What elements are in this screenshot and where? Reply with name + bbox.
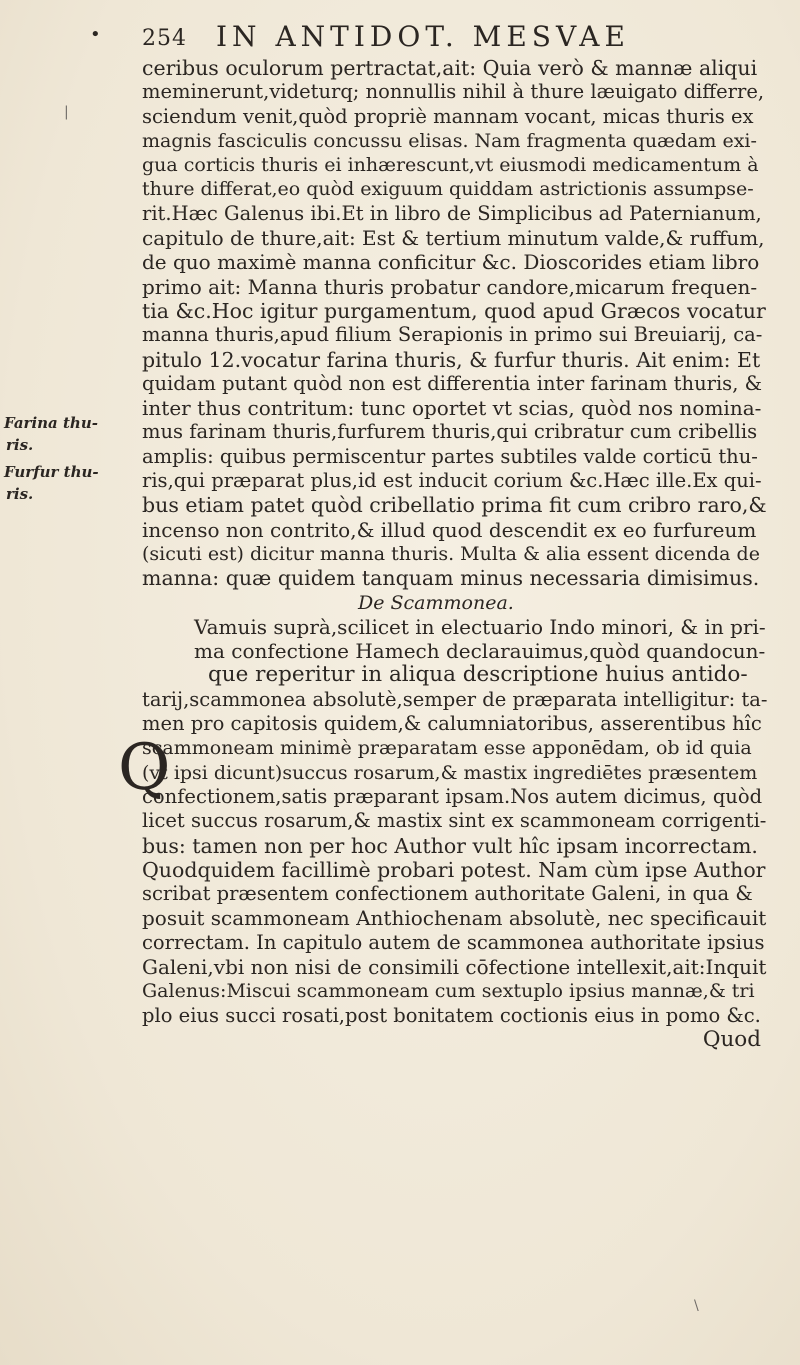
text-line: ris,qui præparat plus,id est inducit corium &c.Hæc ille.Ex qui-: [142, 469, 762, 493]
text-line: capitulo de thure,ait: Est & tertium minutum valde,& ruffum,: [142, 226, 765, 251]
text-line: manna thuris,apud filium Serapionis in primo sui Breuiarij, ca-: [142, 323, 763, 347]
running-title: IN ANTIDOT. MESVAE: [216, 20, 630, 53]
text-line: (vt ipsi dicunt)succus rosarum,& mastix ingrediētes præsentem: [142, 761, 758, 784]
section-title: De Scammonea.: [358, 591, 514, 614]
text-line: que reperitur in aliqua descriptione huius antido-: [208, 663, 748, 688]
text-line: ceribus oculorum pertractat,ait: Quia verò & mannæ aliqui: [142, 56, 758, 80]
text-line: thure differat,eo quòd exiguum quiddam astrictionis assumpse-: [142, 178, 754, 201]
drop-cap-initial: Q: [118, 731, 171, 805]
text-line: sciendum venit,quòd propriè mannam vocant, micas thuris ex: [142, 104, 754, 128]
text-line: correctam. In capitulo autem de scammonea authoritate ipsius: [142, 930, 765, 954]
margin-note-line: ris.: [6, 436, 34, 454]
margin-tick-mark: |: [64, 104, 69, 120]
text-line: pitulo 12.vocatur farina thuris, & furfur thuris. Ait enim: Et: [142, 347, 761, 372]
stray-mark: \: [694, 1298, 699, 1314]
margin-note-furfur: [4, 461, 99, 505]
text-line: amplis: quibus permiscentur partes subtiles valde corticū thu-: [142, 444, 758, 468]
text-line: tia &c.Hoc igitur purgamentum, quod apud Græcos vocatur: [142, 298, 766, 323]
margin-note-farina: [4, 412, 98, 456]
text-line: quidam putant quòd non est differentia inter farinam thuris, &: [142, 371, 762, 395]
text-line: scammoneam minimè præparatam esse apponēdam, ob id quia: [142, 737, 752, 760]
page-header: [90, 20, 730, 56]
text-line: rit.Hæc Galenus ibi.Et in libro de Simplicibus ad Paternianum,: [142, 201, 762, 225]
text-line: posuit scammoneam Anthiochenam absolutè, nec specificauit: [142, 906, 767, 931]
text-line: inter thus contritum: tunc oportet vt scias, quòd nos nomina-: [142, 396, 762, 421]
text-line: manna: quæ quidem tanquam minus necessaria dimisimus.: [142, 566, 760, 591]
text-line: incenso non contrito,& illud quod descendit ex eo furfureum: [142, 517, 757, 542]
text-line: mus farinam thuris,furfurem thuris,qui cribratur cum cribellis: [142, 420, 758, 444]
text-line: Galeni,vbi non nisi de consimili cōfectione intellexit,ait:Inquit: [142, 954, 767, 979]
text-line: de quo maximè manna conficitur &c. Dioscorides etiam libro: [142, 250, 760, 275]
text-line: gua corticis thuris ei inhærescunt,vt eiusmodi medicamentum à: [142, 154, 759, 177]
text-line: (sicuti est) dicitur manna thuris. Multa & alia essent dicenda de: [142, 542, 760, 565]
text-line: meminerunt,videturq; nonnullis nihil à thure læuigato differre,: [142, 80, 765, 104]
text-line: confectionem,satis præparant ipsam.Nos autem dicimus, quòd: [142, 784, 763, 808]
text-line: Quodquidem facillimè probari potest. Nam cùm ipse Author: [142, 857, 766, 882]
text-line: licet succus rosarum,& mastix sint ex scammoneam corrigenti-: [142, 809, 767, 833]
main-text-column: [142, 56, 767, 1052]
text-line: primo ait: Manna thuris probatur candore,micarum frequen-: [142, 274, 758, 299]
catchword: Quod: [702, 1027, 761, 1052]
text-line: Galenus:Miscui scammoneam cum sextuplo ipsius mannæ,& tri: [142, 980, 755, 1003]
margin-note-line: Furfur thu-: [4, 463, 99, 481]
text-line: scribat præsentem confectionem authoritate Galeni, in qua &: [142, 882, 753, 906]
text-line: Vamuis suprà,scilicet in electuario Indo minori, & in pri-: [194, 614, 766, 639]
text-line: bus etiam patet quòd cribellatio prima fit cum cribro raro,&: [142, 493, 767, 518]
page-number: 254: [142, 26, 187, 51]
margin-note-line: Farina thu-: [4, 414, 98, 432]
header-dot: •: [90, 24, 101, 45]
margin-note-line: ris.: [6, 485, 34, 503]
text-line: plo eius succi rosati,post bonitatem coctionis eius in pomo &c.: [142, 1003, 761, 1027]
text-line: magnis fasciculis concussu elisas. Nam fragmenta quædam exi-: [142, 129, 757, 152]
text-line: men pro capitosis quidem,& calumniatoribus, asserentibus hîc: [142, 712, 762, 736]
text-line: tarij,scammonea absolutè,semper de præparata intelligitur: ta-: [142, 687, 767, 711]
text-line: bus: tamen non per hoc Author vult hîc ipsam incorrectam.: [142, 833, 758, 858]
text-line: ma confectione Hamech declarauimus,quòd quandocun-: [194, 639, 766, 664]
